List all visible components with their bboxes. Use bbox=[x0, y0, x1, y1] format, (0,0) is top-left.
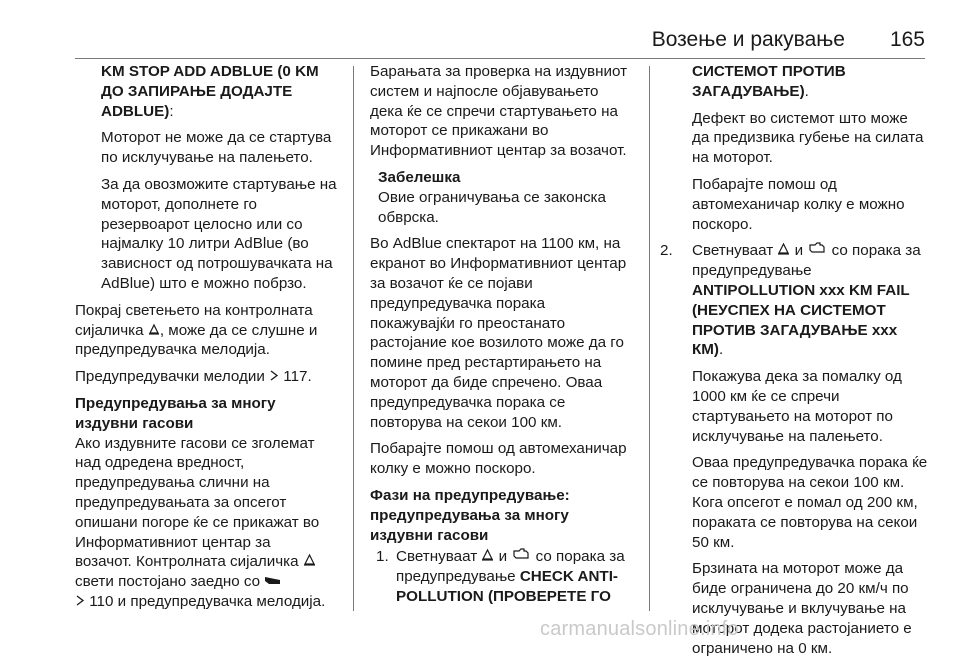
column-divider bbox=[649, 66, 650, 611]
page-header bbox=[75, 28, 925, 58]
paragraph: Побарајте помош од автомеханичар колку е можно поскоро. bbox=[370, 440, 627, 478]
watermark: carmanualsonline.info bbox=[540, 618, 739, 640]
header-rule bbox=[75, 58, 925, 59]
engine-warning-lamp-icon bbox=[264, 573, 282, 590]
note bbox=[370, 168, 632, 227]
paragraph: Покажува дека за помалку од 1000 км ќе се спречи стартувањето на моторот по исклучување на палењето. bbox=[692, 368, 902, 445]
list-item: 1. Светнуваат и со порака за предупредување CHECK ANTI-POLLUTION (ПРОВЕРЕТЕ ГО bbox=[376, 548, 625, 605]
column-3 bbox=[660, 62, 928, 665]
message-definition: KM STOP ADD ADBLUE (0 KM ДО ЗАПИРАЊЕ ДОДАЈТЕ ADBLUE): bbox=[101, 63, 319, 120]
engine-check-icon bbox=[511, 548, 531, 565]
note-text: Овие ограничувања се законска обврска. bbox=[378, 188, 606, 226]
exhaust-warning-icon bbox=[777, 242, 790, 259]
paragraph: Побарајте помош од автомеханичар колку е можно поскоро. bbox=[692, 175, 905, 233]
column-2 bbox=[370, 62, 632, 607]
paragraph: Покрај светењето на контролната сијаличка , може да се слушне и предупредувачка мелодија. bbox=[75, 301, 318, 359]
adblue-warning-icon bbox=[148, 322, 160, 339]
paragraph: возачот. Контролната сијаличка свети постојано заедно со 110 и предупредувачка мелодија. bbox=[75, 553, 326, 610]
note-title: Забелешка bbox=[378, 168, 461, 186]
paragraph: Барањата за проверка на издувниот систем и најпосле објавувањето дека ќе се спречи стартувањето на моторот се прикажани во Информативниот центар за возачот. bbox=[370, 63, 628, 160]
paragraph: Во AdBlue спектарот на 1100 км, на екранот во Информативниот центар за возачот ќе се појави предупредувачка порака покажувајќи го преостанато растојание кое возилото може да го помине пред рестартирањето на моторот да биде спречено. Оваа предупредувачка порака се повторува на секои 100 км. bbox=[370, 235, 627, 431]
column-divider bbox=[353, 66, 354, 611]
paragraph: Ако издувните гасови се зголемат над одредена вредност, предупредувања слични на предупредувањата за опсегот опишани погоре ќе се прикажат во Информативниот центар за bbox=[75, 434, 320, 551]
list-number: 2. bbox=[660, 242, 673, 260]
engine-check-icon bbox=[807, 242, 827, 259]
paragraph: Предупредувачки мелодии 117. bbox=[75, 368, 312, 386]
subheading: Фази на предупредување: предупредувања за многу издувни гасови bbox=[370, 486, 570, 544]
paragraph: Моторот не може да се стартува по исклучување на палењето. bbox=[101, 129, 332, 167]
exhaust-warning-icon bbox=[481, 548, 494, 565]
paragraph: Брзината на моторот може да биде ограничена до 20 км/ч по исклучување и вклучување на моторот додека растојанието е ограничено на 0 км. bbox=[692, 560, 912, 657]
reference-arrow-icon[interactable] bbox=[269, 368, 279, 385]
paragraph: Дефект во системот што може да предизвика губење на силата на моторот. bbox=[692, 109, 924, 167]
subheading: Предупредувања за многу издувни гасови bbox=[75, 394, 276, 432]
list-number: 1. bbox=[376, 548, 389, 566]
paragraph: За да овозможите стартување на моторот, дополнете го резервоарот целосно или со најмалку 10 литри AdBlue (во зависност од потрошувачката на AdBlue) што е можно побрзо. bbox=[101, 175, 337, 292]
page-number: 165 bbox=[889, 28, 925, 51]
exhaust-warning-icon bbox=[303, 553, 316, 570]
section-title: Возење и ракување bbox=[651, 28, 845, 51]
paragraph: СИСТЕМОТ ПРОТИВ ЗАГАДУВАЊЕ). bbox=[692, 63, 846, 100]
message-code: KM STOP ADD ADBLUE (0 KM ДО ЗАПИРАЊЕ ДОДАЈТЕ ADBLUE) bbox=[101, 63, 319, 120]
column-1 bbox=[75, 62, 337, 612]
paragraph: Оваа предупредувачка порака ќе се повторува на секои 100 км. Кога опсегот е помал од 200 км, пораката се повторува на секои 50 км. bbox=[692, 454, 928, 551]
reference-arrow-icon[interactable] bbox=[75, 593, 85, 610]
list-item: 2. Светнуваат и со порака за предупредување ANTIPOLLUTION xxx KM FAIL (НЕУСПЕХ НА СИСТЕМОТ ПРОТИВ ЗАГАДУВАЊЕ xxx КМ). bbox=[660, 242, 921, 359]
